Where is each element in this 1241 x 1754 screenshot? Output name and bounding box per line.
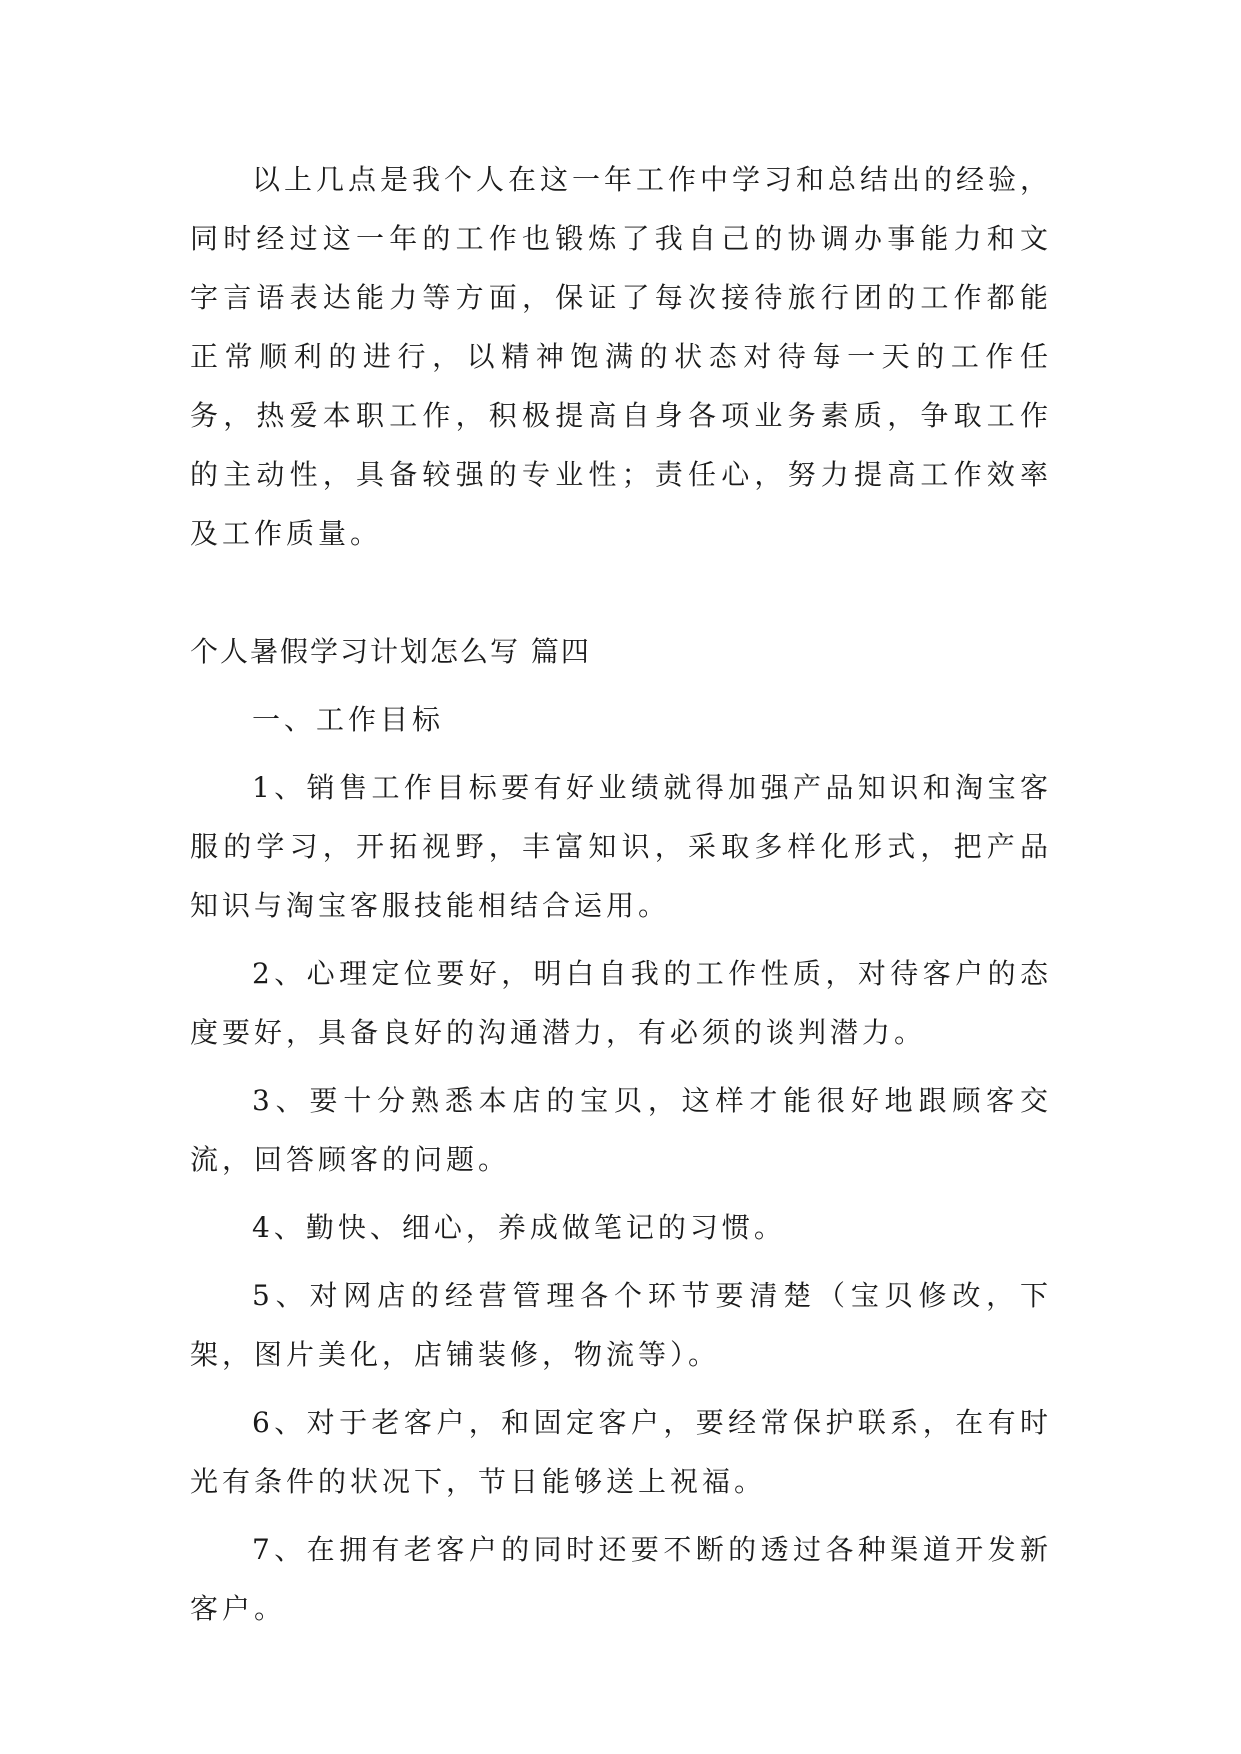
subheading-work-goals: 一、工作目标 (252, 703, 445, 736)
list-item: 7、在拥有老客户的同时还要不断的透过各种渠道开发新客户。 (190, 1533, 1052, 1625)
list-item: 2、心理定位要好，明白自我的工作性质，对待客户的态度要好，具备良好的沟通潜力，有必须的谈判潜力。 (190, 957, 1052, 1049)
list-item: 3、要十分熟悉本店的宝贝，这样才能很好地跟顾客交流，回答顾客的问题。 (190, 1084, 1052, 1176)
list-item: 4、勤快、细心，养成做笔记的习惯。 (252, 1211, 786, 1244)
list-item: 5、对网店的经营管理各个环节要清楚（宝贝修改，下架，图片美化，店铺装修，物流等）。 (190, 1279, 1052, 1371)
summary-paragraph: 以上几点是我个人在这一年工作中学习和总结出的经验，同时经过这一年的工作也锻炼了我自己的协调办事能力和文字言语表达能力等方面，保证了每次接待旅行团的工作都能正常顺利的进行，以精神饱满的状态对待每一天的工作任务，热爱本职工作，积极提高自身各项业务素质，争取工作的主动性，具备较强的专业性；责任心，努力提高工作效率及工作质量。 (190, 163, 1053, 550)
section-title: 个人暑假学习计划怎么写 篇四 (190, 635, 591, 668)
section-spacer (190, 563, 1052, 622)
document-body (190, 150, 1052, 1638)
list-item: 6、对于老客户，和固定客户，要经常保护联系，在有时光有条件的状况下，节日能够送上祝福。 (190, 1406, 1052, 1498)
list-item: 1、销售工作目标要有好业绩就得加强产品知识和淘宝客服的学习，开拓视野，丰富知识，采取多样化形式，把产品知识与淘宝客服技能相结合运用。 (190, 771, 1052, 922)
